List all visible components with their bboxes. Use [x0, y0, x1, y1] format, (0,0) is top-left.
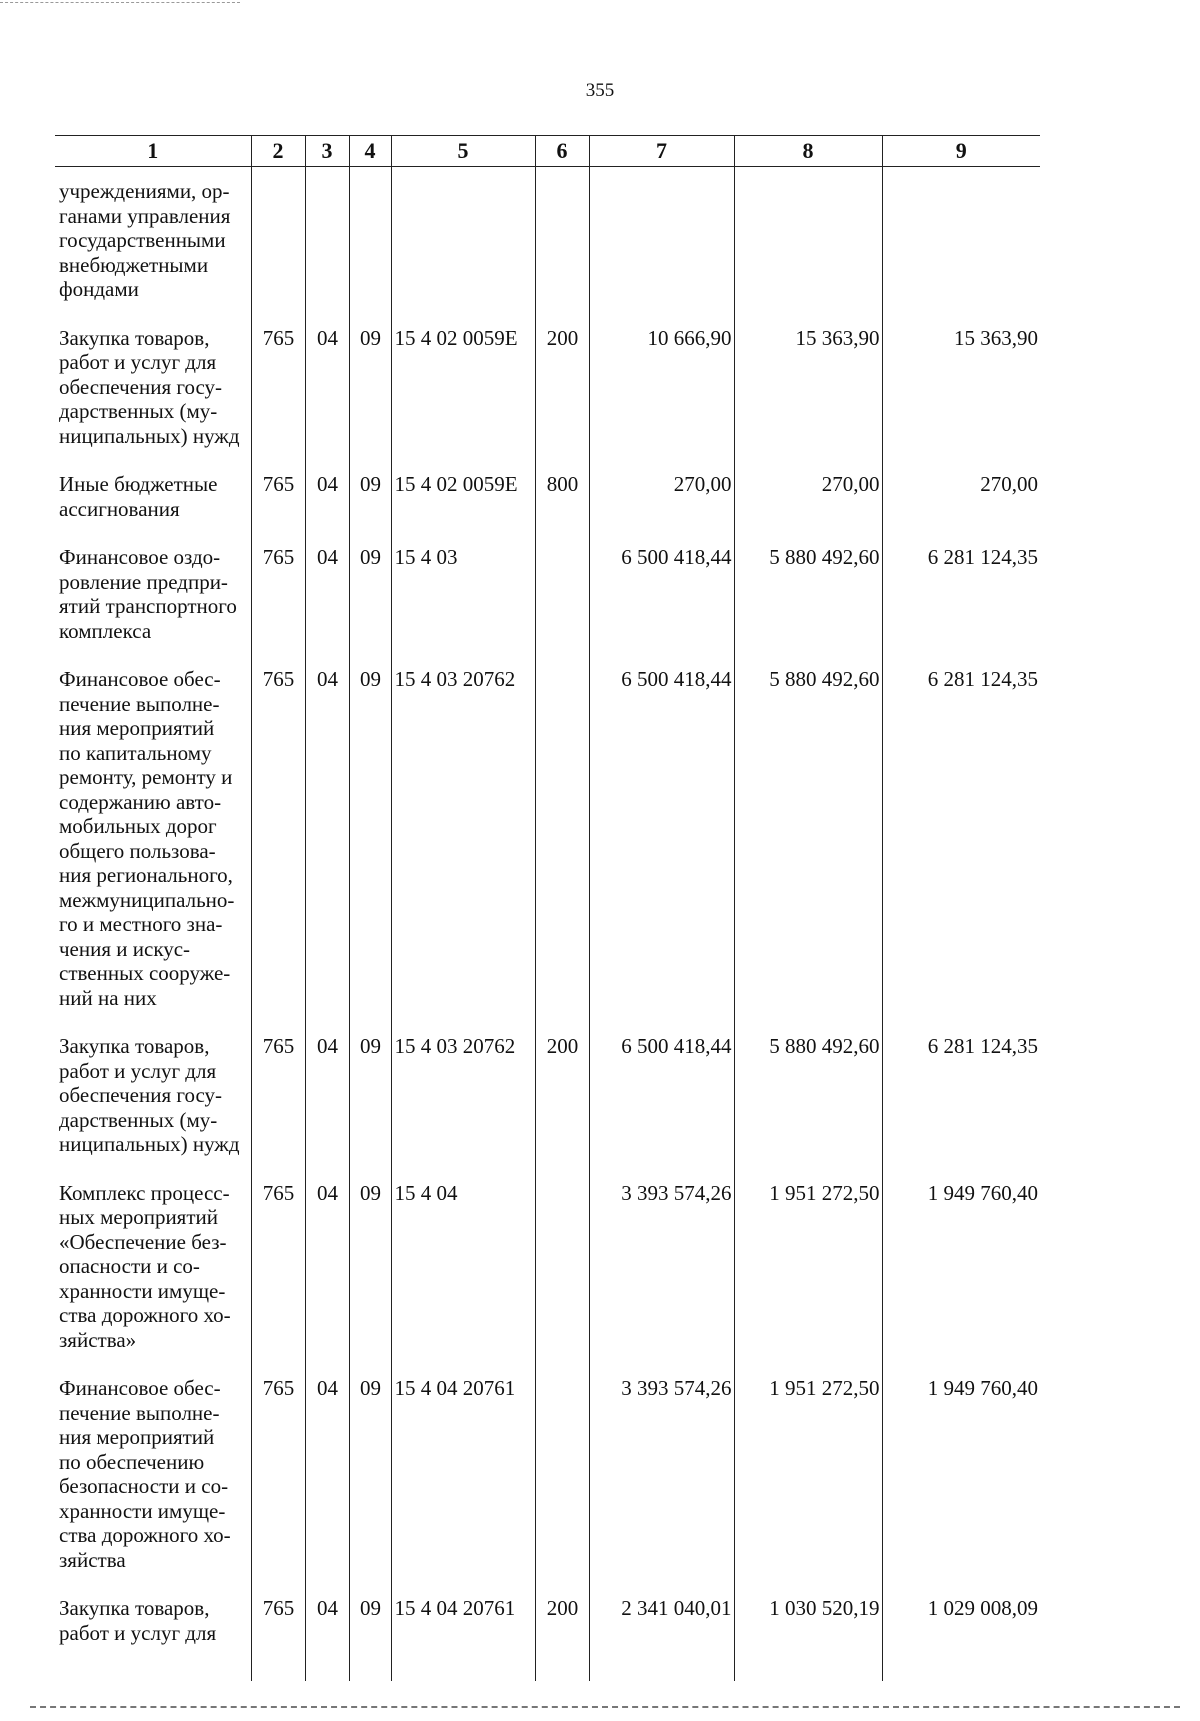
cell-c5: 15 4 04 20761	[391, 1376, 535, 1596]
table-row	[55, 1181, 1040, 1377]
cell-c2: 765	[251, 472, 305, 545]
cell-c2: 765	[251, 545, 305, 667]
cell-c8: 5 880 492,60	[734, 667, 882, 1034]
scan-artifact-bottom	[30, 1706, 1180, 1708]
row-name-line: ниципальных) нужд	[59, 1132, 240, 1156]
row-name-line: ственных сооруже-	[59, 961, 231, 985]
page-number: 355	[585, 80, 615, 101]
cell-c9: 15 363,90	[882, 326, 1040, 473]
row-name-line: зяйства»	[59, 1327, 137, 1352]
row-name-line: комплекса	[59, 618, 152, 643]
row-name-line: обеспечения госу-	[59, 374, 223, 399]
cell-c5: 15 4 03	[391, 545, 535, 667]
cell-c2: 765	[251, 1376, 305, 1596]
row-name-cell	[55, 1034, 251, 1181]
table-body	[55, 167, 1040, 1682]
row-name-line: Финансовое обес-	[59, 1376, 221, 1400]
cell-c4: 09	[349, 1034, 391, 1181]
cell-c4: 09	[349, 1596, 391, 1681]
row-name-line: хранности имуще-	[59, 1278, 226, 1303]
column-header: 2	[251, 136, 305, 167]
cell-c3	[305, 167, 349, 326]
cell-c4: 09	[349, 1181, 391, 1377]
cell-c9: 1 029 008,09	[882, 1596, 1040, 1681]
cell-c3: 04	[305, 1596, 349, 1681]
cell-c7: 6 500 418,44	[589, 545, 734, 667]
row-name-line: межмуниципально-	[59, 887, 235, 912]
row-name-line: работ и услуг для	[59, 1620, 217, 1645]
row-name-line: ных мероприятий	[59, 1205, 218, 1229]
row-name-line: ния регионального,	[59, 863, 233, 887]
row-name-line: печение выполне-	[59, 1400, 220, 1425]
row-name-line: по капитальному	[59, 740, 212, 765]
cell-c7: 3 393 574,26	[589, 1376, 734, 1596]
row-name-line: зяйства	[59, 1547, 126, 1572]
row-name-line: «Обеспечение без-	[59, 1229, 227, 1254]
row-name-line: опасности и со-	[59, 1254, 200, 1278]
row-name-line: дарственных (му-	[59, 1107, 218, 1132]
cell-c8: 1 951 272,50	[734, 1376, 882, 1596]
table-row	[55, 545, 1040, 667]
cell-c7: 10 666,90	[589, 326, 734, 473]
row-name-line: Финансовое обес-	[59, 667, 221, 691]
cell-c5: 15 4 03 20762	[391, 667, 535, 1034]
row-name-line: ремонту, ремонту и	[59, 765, 233, 789]
cell-c3: 04	[305, 667, 349, 1034]
row-name-line: Закупка товаров,	[59, 325, 210, 350]
row-name-cell	[55, 1376, 251, 1596]
row-name-line: ний на них	[59, 985, 157, 1010]
cell-c5: 15 4 04	[391, 1181, 535, 1377]
cell-c4: 09	[349, 1376, 391, 1596]
cell-c2: 765	[251, 1181, 305, 1377]
cell-c9: 6 281 124,35	[882, 667, 1040, 1034]
row-name-cell	[55, 667, 251, 1034]
cell-c4: 09	[349, 326, 391, 473]
cell-c7: 2 341 040,01	[589, 1596, 734, 1681]
cell-c8	[734, 167, 882, 326]
scan-artifact-top	[0, 2, 240, 3]
cell-c2: 765	[251, 667, 305, 1034]
cell-c6: 200	[535, 1596, 589, 1681]
cell-c6: 200	[535, 326, 589, 473]
cell-c9: 1 949 760,40	[882, 1376, 1040, 1596]
column-header: 5	[391, 136, 535, 167]
cell-c4	[349, 167, 391, 326]
row-name-line: хранности имуще-	[59, 1498, 226, 1523]
cell-c3: 04	[305, 1376, 349, 1596]
cell-c6	[535, 167, 589, 326]
cell-c3: 04	[305, 326, 349, 473]
cell-c2	[251, 167, 305, 326]
table-row	[55, 1376, 1040, 1596]
cell-c4: 09	[349, 667, 391, 1034]
row-name-line: мобильных дорог	[59, 814, 217, 838]
cell-c6: 800	[535, 472, 589, 545]
cell-c3: 04	[305, 472, 349, 545]
row-name-line: ства дорожного хо-	[59, 1523, 231, 1547]
table-header-row	[55, 136, 1040, 167]
row-name-line: фондами	[59, 277, 139, 301]
cell-c3: 04	[305, 545, 349, 667]
row-name-line: общего пользова-	[59, 838, 216, 863]
row-name-line: безопасности и со-	[59, 1474, 229, 1498]
row-name-line: работ и услуг для	[59, 350, 217, 374]
row-name-line: ассигнования	[59, 496, 180, 521]
row-name-cell	[55, 326, 251, 473]
column-header: 9	[882, 136, 1040, 167]
cell-c9: 270,00	[882, 472, 1040, 545]
row-name-line: ния мероприятий	[59, 1425, 215, 1449]
cell-c8: 1 030 520,19	[734, 1596, 882, 1681]
table-row	[55, 1034, 1040, 1181]
cell-c6	[535, 1181, 589, 1377]
cell-c8: 1 951 272,50	[734, 1181, 882, 1377]
column-header: 3	[305, 136, 349, 167]
cell-c9	[882, 167, 1040, 326]
row-name-cell	[55, 167, 251, 326]
table-row	[55, 472, 1040, 545]
cell-c8: 5 880 492,60	[734, 1034, 882, 1181]
row-name-cell	[55, 545, 251, 667]
row-name-cell	[55, 1181, 251, 1377]
row-name-line: учреждениями, ор-	[59, 179, 230, 203]
column-header: 6	[535, 136, 589, 167]
table-row	[55, 326, 1040, 473]
cell-c2: 765	[251, 326, 305, 473]
row-name-line: дарственных (му-	[59, 399, 218, 423]
cell-c3: 04	[305, 1181, 349, 1377]
cell-c6: 200	[535, 1034, 589, 1181]
cell-c7: 270,00	[589, 472, 734, 545]
row-name-line: ятий транспортного	[59, 594, 237, 618]
row-name-line: государственными	[59, 228, 226, 252]
row-name-line: Закупка товаров,	[59, 1034, 210, 1058]
cell-c7: 3 393 574,26	[589, 1181, 734, 1377]
column-header: 8	[734, 136, 882, 167]
row-name-line: го и местного зна-	[59, 912, 223, 936]
row-name-line: Закупка товаров,	[59, 1596, 210, 1620]
column-header: 7	[589, 136, 734, 167]
cell-c6	[535, 545, 589, 667]
row-name-line: печение выполне-	[59, 691, 220, 716]
cell-c4: 09	[349, 545, 391, 667]
cell-c2: 765	[251, 1034, 305, 1181]
row-name-cell	[55, 1596, 251, 1681]
cell-c6	[535, 667, 589, 1034]
row-name-line: ства дорожного хо-	[59, 1303, 231, 1327]
cell-c8: 15 363,90	[734, 326, 882, 473]
cell-c7: 6 500 418,44	[589, 667, 734, 1034]
cell-c4: 09	[349, 472, 391, 545]
cell-c9: 6 281 124,35	[882, 1034, 1040, 1181]
cell-c5: 15 4 04 20761	[391, 1596, 535, 1681]
row-name-line: работ и услуг для	[59, 1058, 217, 1083]
column-header: 4	[349, 136, 391, 167]
table-row	[55, 1596, 1040, 1681]
cell-c2: 765	[251, 1596, 305, 1681]
table-row	[55, 167, 1040, 326]
row-name-line: содержанию авто-	[59, 789, 222, 814]
row-name-line: Финансовое оздо-	[59, 545, 221, 569]
row-name-line: Комплекс процесс-	[59, 1180, 230, 1205]
column-header: 1	[55, 136, 251, 167]
budget-table	[55, 135, 1040, 1681]
row-name-line: ниципальных) нужд	[59, 423, 240, 448]
cell-c7	[589, 167, 734, 326]
row-name-line: по обеспечению	[59, 1449, 205, 1474]
row-name-line: ния мероприятий	[59, 716, 215, 740]
cell-c5: 15 4 02 0059Е	[391, 326, 535, 473]
row-name-line: ровление предпри-	[59, 569, 228, 594]
cell-c9: 6 281 124,35	[882, 545, 1040, 667]
cell-c9: 1 949 760,40	[882, 1181, 1040, 1377]
cell-c5	[391, 167, 535, 326]
row-name-line: ганами управления	[59, 203, 231, 228]
cell-c3: 04	[305, 1034, 349, 1181]
row-name-line: обеспечения госу-	[59, 1083, 223, 1107]
row-name-line: Иные бюджетные	[59, 472, 218, 496]
row-name-line: чения и искус-	[59, 936, 191, 961]
cell-c8: 270,00	[734, 472, 882, 545]
cell-c5: 15 4 03 20762	[391, 1034, 535, 1181]
row-name-line: внебюджетными	[59, 252, 209, 277]
cell-c8: 5 880 492,60	[734, 545, 882, 667]
cell-c7: 6 500 418,44	[589, 1034, 734, 1181]
cell-c5: 15 4 02 0059Е	[391, 472, 535, 545]
table-row	[55, 667, 1040, 1034]
row-name-cell	[55, 472, 251, 545]
cell-c6	[535, 1376, 589, 1596]
